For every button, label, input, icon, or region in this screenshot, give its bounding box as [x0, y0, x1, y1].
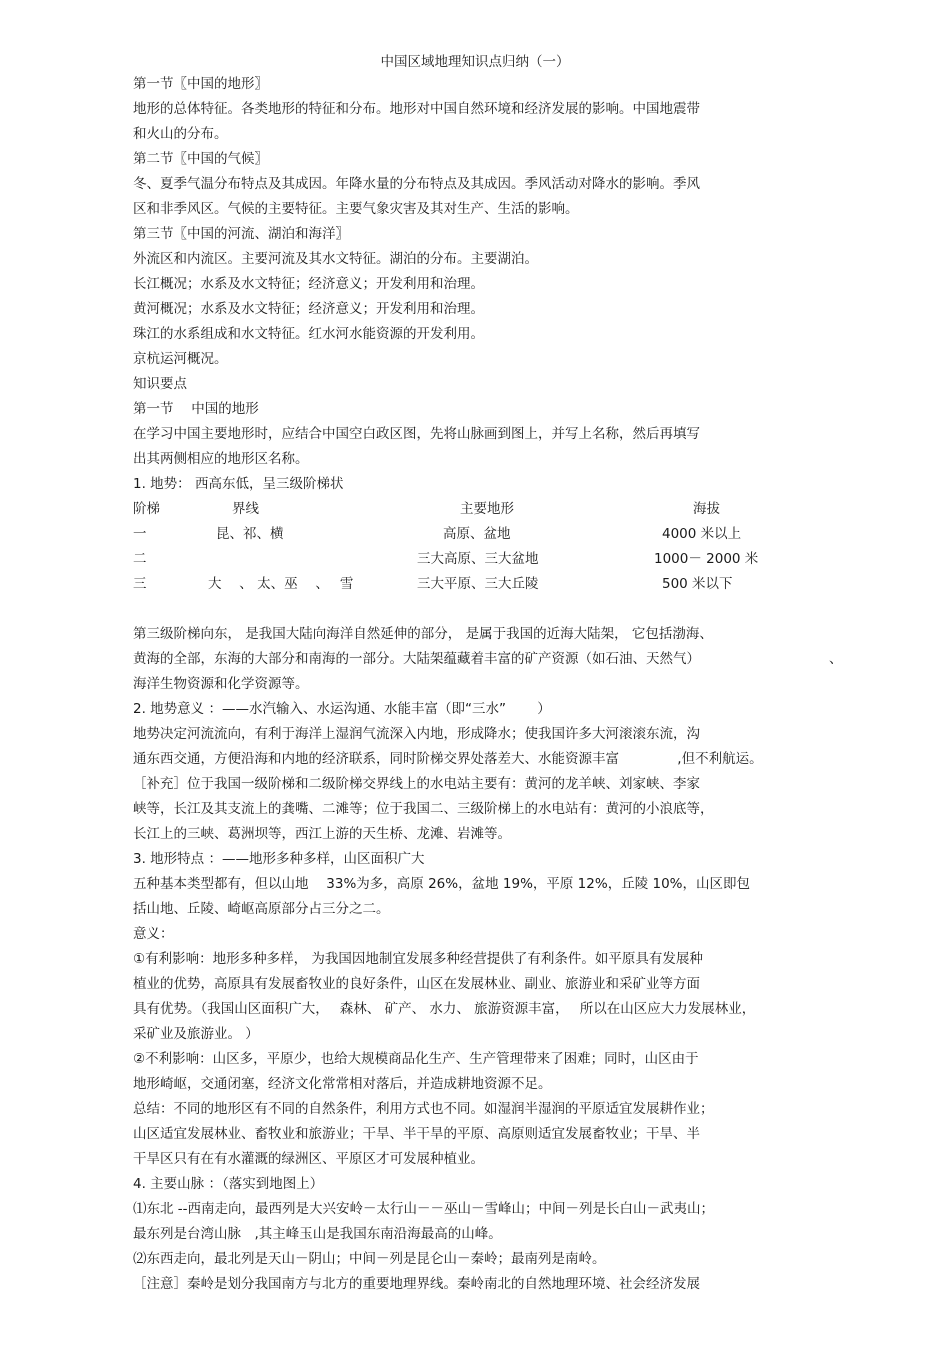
outline-line: 和火山的分布。 — [133, 126, 228, 142]
outline-line: 第一节〖中国的地形〗 — [133, 76, 268, 92]
table-header-cell: 主要地形 — [460, 501, 514, 517]
paragraph-line: 长江上的三峡、葛洲坝等，西江上游的天生桥、龙滩、岩滩等。 — [133, 826, 511, 842]
outline-line: 黄河概况；水系及水文特征；经济意义；开发利用和治理。 — [133, 301, 484, 317]
outline-line: 长江概况；水系及水文特征；经济意义；开发利用和治理。 — [133, 276, 484, 292]
table-cell: 一 — [133, 526, 147, 542]
paragraph-line: ①有利影响：地形多种多样， 为我国因地制宜发展多种经营提供了有利条件。如平原具有发展种 — [133, 951, 703, 967]
table-cell: 大 、 太、巫 、 雪 — [208, 576, 354, 592]
outline-line: 京杭运河概况。 — [133, 351, 228, 367]
paragraph-line: 黄海的全部，东海的大部分和南海的一部分。大陆架蕴藏着丰富的矿产资源（如石油、天然气） — [133, 651, 700, 667]
table-cell: 三 — [133, 576, 147, 592]
paragraph-line: 在学习中国主要地形时，应结合中国空白政区图，先将山脉画到图上，并写上名称，然后再填写 — [133, 426, 700, 442]
paragraph-line: 具有优势。（我国山区面积广大， 森林、 矿产、 水力、 旅游资源丰富， 所以在山区应大力发展林业， — [133, 1001, 756, 1017]
paragraph-line: 最东列是台湾山脉 ,其主峰玉山是我国东南沿海最高的山峰。 — [133, 1226, 502, 1242]
paragraph-line: 山区适宜发展林业、畜牧业和旅游业；干旱、半干旱的平原、高原则适宜发展畜牧业；干旱、半 — [133, 1126, 700, 1142]
table-cell: 三大平原、三大丘陵 — [417, 576, 539, 592]
table-cell: 1000－ 2000 米 — [654, 551, 759, 567]
document-title: 中国区域地理知识点归纳（一） — [380, 54, 570, 70]
point-heading: 2. 地势意义 ：——水汽输入、水运沟通、水能丰富（即“三水” ） — [133, 701, 551, 717]
paragraph-line: 第三级阶梯向东， 是我国大陆向海洋自然延伸的部分， 是属于我国的近海大陆架， 它包括渤海、 — [133, 626, 713, 642]
point-heading: 3. 地形特点 ：——地形多种多样，山区面积广大 — [133, 851, 425, 867]
point-heading: 4. 主要山脉 ：（落实到地图上） — [133, 1176, 324, 1192]
section-heading: 第一节 中国的地形 — [133, 401, 259, 417]
section-heading: 知识要点 — [133, 376, 187, 392]
paragraph-line: 干旱区只有在有水灌溉的绿洲区、平原区才可发展种植业。 — [133, 1151, 484, 1167]
paragraph-line: ［注意］秦岭是划分我国南方与北方的重要地理界线。秦岭南北的自然地理环境、社会经济发展 — [133, 1276, 700, 1292]
paragraph-line: 出其两侧相应的地形区名称。 — [133, 451, 309, 467]
table-header-cell: 界线 — [232, 501, 259, 517]
outline-line: 第二节〖中国的气候〗 — [133, 151, 268, 167]
paragraph-line: 通东西交通，方便沿海和内地的经济联系，同时阶梯交界处落差大、水能资源丰富 ,但不利航运。 — [133, 751, 763, 767]
paragraph-line: 植业的优势，高原具有发展畜牧业的良好条件，山区在发展林业、副业、旅游业和采矿业等方面 — [133, 976, 700, 992]
paragraph-line: 峡等，长江及其支流上的龚嘴、二滩等；位于我国二、三级阶梯上的水电站有：黄河的小浪底等， — [133, 801, 714, 817]
outline-line: 冬、夏季气温分布特点及其成因。年降水量的分布特点及其成因。季风活动对降水的影响。季风 — [133, 176, 700, 192]
table-cell: 4000 米以上 — [662, 526, 742, 542]
paragraph-line: 地势决定河流流向，有利于海洋上湿润气流深入内地，形成降水；使我国许多大河滚滚东流，沟 — [133, 726, 700, 742]
trailing-mark: 、 — [829, 651, 843, 667]
table-header-cell: 海拔 — [693, 501, 720, 517]
paragraph-line: 括山地、丘陵、崎岖高原部分占三分之二。 — [133, 901, 390, 917]
paragraph-line: ⑵东西走向，最北列是天山－阴山；中间－列是昆仑山－秦岭；最南列是南岭。 — [133, 1251, 606, 1267]
table-cell: 二 — [133, 551, 147, 567]
table-cell: 500 米以下 — [662, 576, 733, 592]
paragraph-line: ［补充］位于我国一级阶梯和二级阶梯交界线上的水电站主要有：黄河的龙羊峡、刘家峡、李家 — [133, 776, 700, 792]
outline-line: 地形的总体特征。各类地形的特征和分布。地形对中国自然环境和经济发展的影响。中国地震带 — [133, 101, 700, 117]
paragraph-line: 意义： — [133, 926, 174, 942]
paragraph-line: 总结：不同的地形区有不同的自然条件，利用方式也不同。如湿润半湿润的平原适宜发展耕作业； — [133, 1101, 714, 1117]
outline-line: 区和非季风区。气候的主要特征。主要气象灾害及其对生产、生活的影响。 — [133, 201, 579, 217]
paragraph-line: ⑴东北 --西南走向，最西列是大兴安岭－太行山－－巫山－雪峰山；中间－列是长白山－武夷山； — [133, 1201, 715, 1217]
paragraph-line: ②不利影响：山区多，平原少，也给大规模商品化生产、生产管理带来了困难；同时，山区由于 — [133, 1051, 699, 1067]
paragraph-line: 五种基本类型都有，但以山地 33%为多，高原 26%，盆地 19%，平原 12%，丘陵 10%，山区即包 — [133, 876, 750, 892]
paragraph-line: 采矿业及旅游业。 ） — [133, 1026, 259, 1042]
outline-line: 珠江的水系组成和水文特征。红水河水能资源的开发利用。 — [133, 326, 484, 342]
paragraph-line: 海洋生物资源和化学资源等。 — [133, 676, 309, 692]
outline-line: 第三节〖中国的河流、湖泊和海洋〗 — [133, 226, 349, 242]
table-cell: 高原、盆地 — [443, 526, 511, 542]
table-cell: 昆、祁、横 — [216, 526, 284, 542]
table-header-cell: 阶梯 — [133, 501, 160, 517]
table-cell: 三大高原、三大盆地 — [417, 551, 539, 567]
paragraph-line: 地形崎岖，交通闭塞，经济文化常常相对落后，并造成耕地资源不足。 — [133, 1076, 552, 1092]
point-heading: 1. 地势： 西高东低，呈三级阶梯状 — [133, 476, 344, 492]
outline-line: 外流区和内流区。主要河流及其水文特征。湖泊的分布。主要湖泊。 — [133, 251, 538, 267]
